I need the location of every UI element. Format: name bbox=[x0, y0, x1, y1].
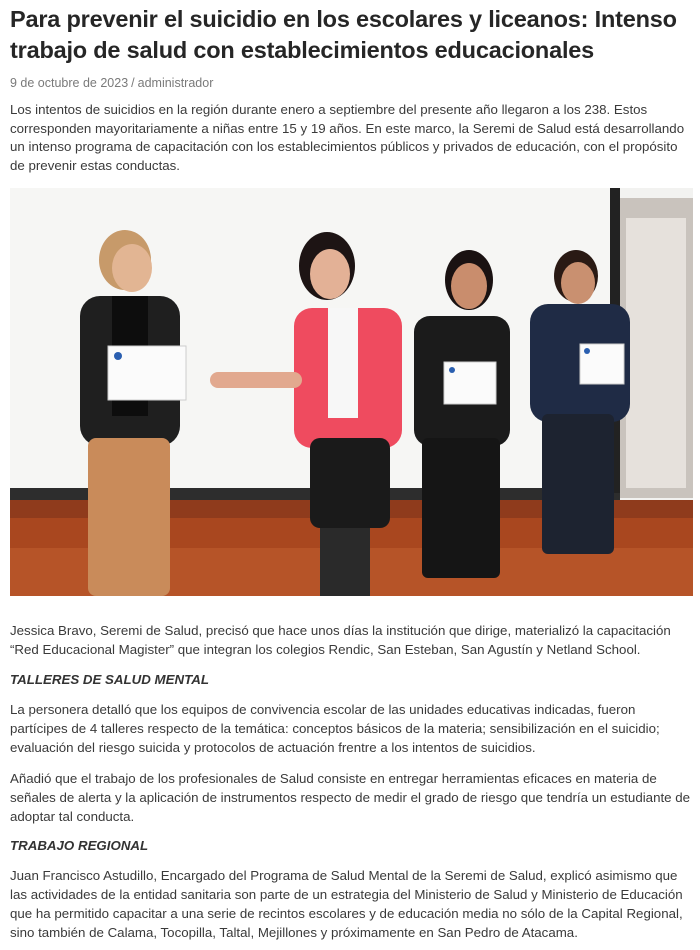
subheading-trabajo-regional: TRABAJO REGIONAL bbox=[10, 838, 149, 854]
article-title: Para prevenir el suicidio en los escolares y liceanos: Intenso trabajo de salud con establecimientos educacionales bbox=[10, 6, 677, 63]
paragraph-3: Añadió que el trabajo de los profesionales de Salud consiste en entregar herramientas eficaces en materia de señales de alerta y la aplicación de instrumentos respecto de medir el grado de riesgo que tendría un estudiante de adoptar tal conducta. bbox=[10, 771, 691, 824]
article-meta bbox=[10, 75, 693, 91]
article bbox=[0, 4, 700, 942]
post-date: 9 de octubre de 2023 bbox=[10, 76, 129, 90]
subheading-talleres: TALLERES DE SALUD MENTAL bbox=[10, 672, 209, 688]
paragraph-2: La personera detalló que los equipos de convivencia escolar de las unidades educativas indicadas, fueron partícipes de 4 talleres respecto de la temática: conceptos básicos de la materia; sensibilización en el suicidio; evaluación del riesgo suicida y protocolos de actuación frentre a los intentos de suicidios. bbox=[10, 702, 660, 755]
meta-separator: / bbox=[131, 76, 135, 90]
paragraph-1: Jessica Bravo, Seremi de Salud, precisó que hace unos días la institución que dirige, materializó la capacitación “Red Educacional Magister” que integran los colegios Rendic, San Esteban, San Agustín y Netland School. bbox=[10, 622, 671, 657]
lead-paragraph: Los intentos de suicidios en la región durante enero a septiembre del presente año llegaron a los 238. Estos corresponden mayoritariamente a niñas entre 15 y 19 años. En este marco, la Seremi de Salud está desarrollando un intenso programa de capacitación con los establecimientos públicos y privados de educación, con el propósito de prevenir estas conductas. bbox=[10, 102, 685, 174]
article-photo bbox=[10, 188, 693, 596]
author-link[interactable]: administrador bbox=[137, 76, 214, 90]
paragraph-4: Juan Francisco Astudillo, Encargado del Programa de Salud Mental de la Seremi de Salud, explicó asimismo que las actividades de la entidad sanitaria son parte de un estrategia del Ministerio de Salud y Ministerio de Educación que ha permitido capacitar a una serie de recintos escolares y de educación media no sólo de la Capital Regional, sino también de Calama, Tocopilla, Taltal, Mejillones y próximamente en San Pedro de Atacama. bbox=[10, 868, 683, 940]
